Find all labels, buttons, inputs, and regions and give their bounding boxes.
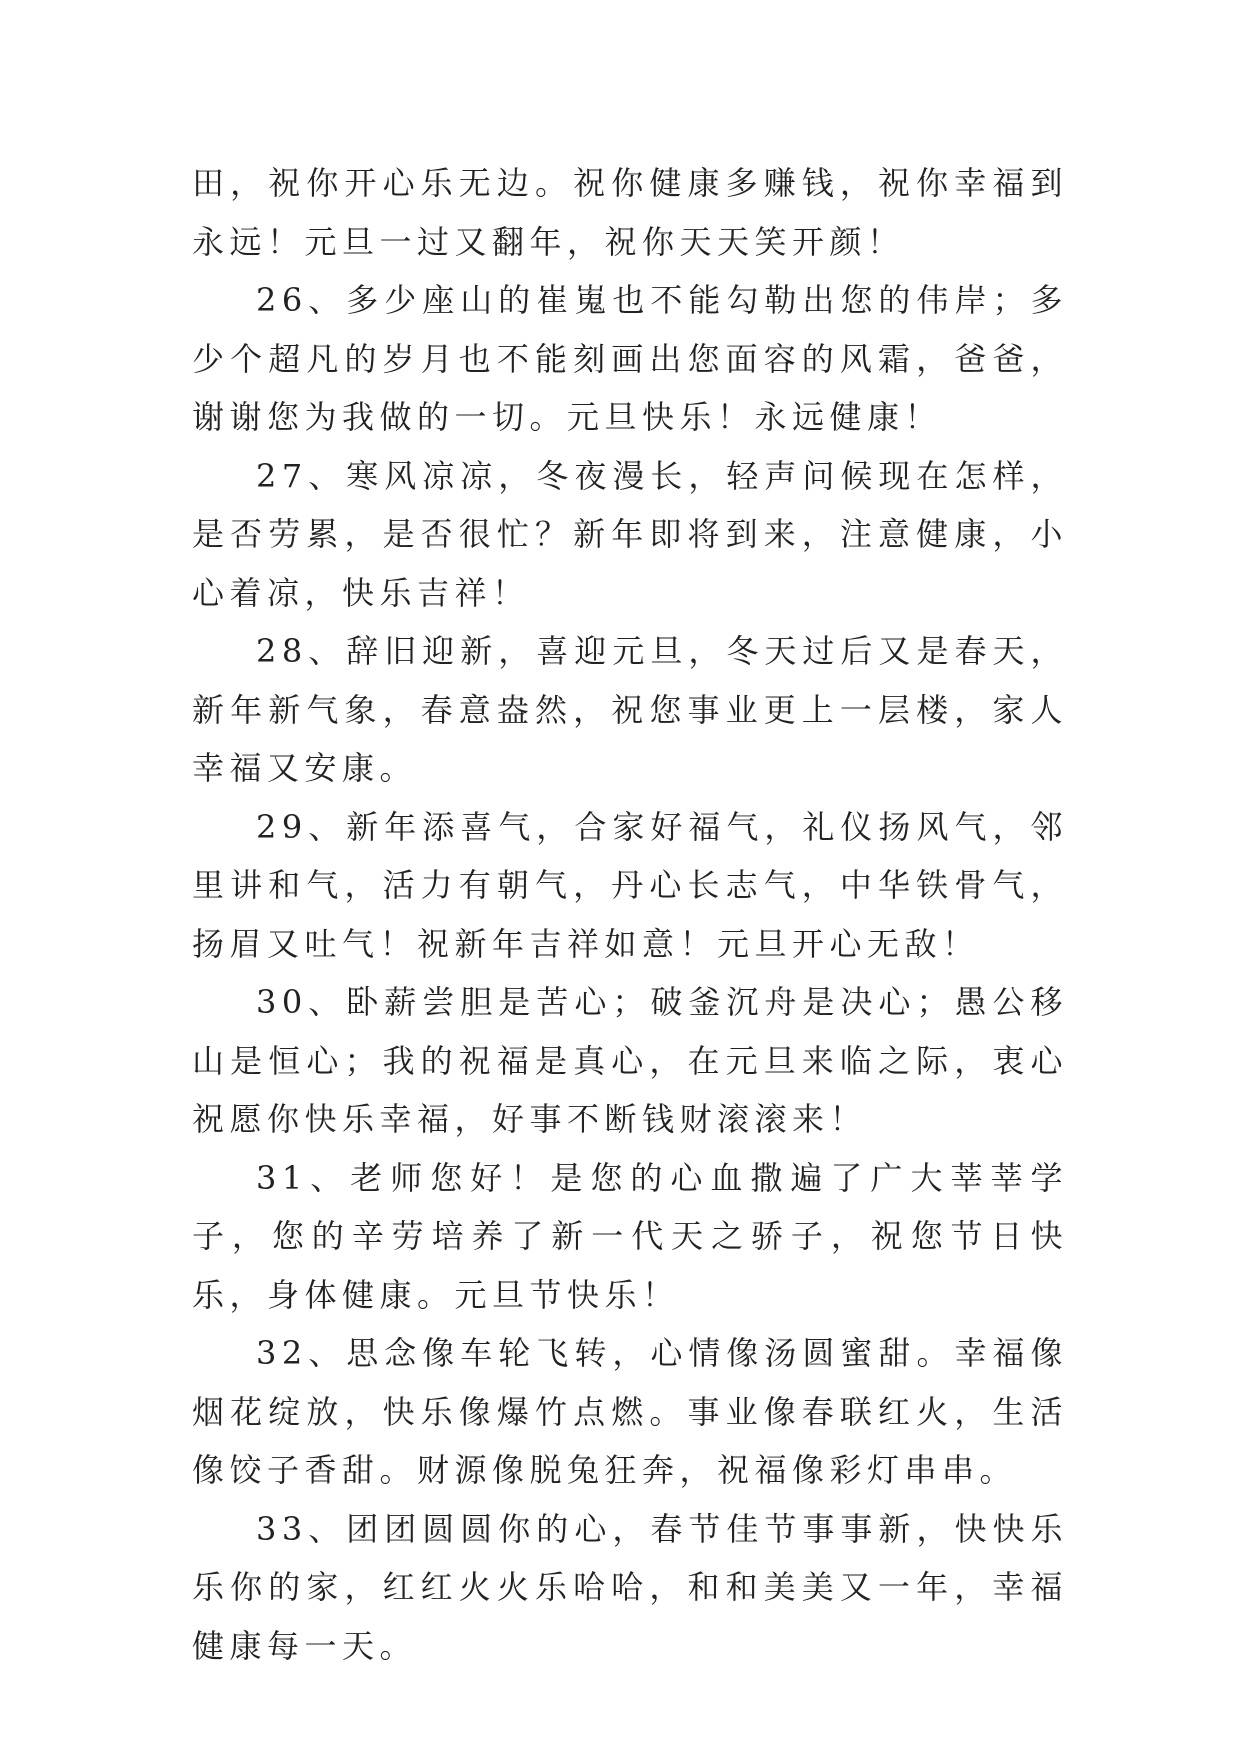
paragraph-32: 32、思念像车轮飞转，心情像汤圆蜜甜。幸福像烟花绽放，快乐像爆竹点燃。事业像春联红火，生活像饺子香甜。财源像脱兔狂奔，祝福像彩灯串串。 xyxy=(192,1334,1068,1489)
document-body xyxy=(192,154,1068,1675)
paragraph-26: 26、多少座山的崔嵬也不能勾勒出您的伟岸；多少个超凡的岁月也不能刻画出您面容的风霜，爸爸，谢谢您为我做的一切。元旦快乐！永远健康！ xyxy=(192,281,1068,436)
paragraph-33: 33、团团圆圆你的心，春节佳节事事新，快快乐乐你的家，红红火火乐哈哈，和和美美又一年，幸福健康每一天。 xyxy=(192,1509,1068,1665)
paragraph-28: 28、辞旧迎新，喜迎元旦，冬天过后又是春天，新年新气象，春意盎然，祝您事业更上一层楼，家人幸福又安康。 xyxy=(192,632,1068,787)
paragraph-31: 31、老师您好！是您的心血撒遍了广大莘莘学子，您的辛劳培养了新一代天之骄子，祝您节日快乐，身体健康。元旦节快乐！ xyxy=(192,1158,1068,1314)
paragraph-30: 30、卧薪尝胆是苦心；破釜沉舟是决心；愚公移山是恒心；我的祝福是真心，在元旦来临之际，衷心祝愿你快乐幸福，好事不断钱财滚滚来！ xyxy=(192,983,1068,1138)
paragraph-27: 27、寒风凉凉，冬夜漫长，轻声问候现在怎样，是否劳累，是否很忙？新年即将到来，注意健康，小心着凉，快乐吉祥！ xyxy=(192,456,1068,612)
paragraph-29: 29、新年添喜气，合家好福气，礼仪扬风气，邻里讲和气，活力有朝气，丹心长志气，中华铁骨气，扬眉又吐气！祝新年吉祥如意！元旦开心无敌！ xyxy=(192,807,1068,963)
paragraph-continuation: 田，祝你开心乐无边。祝你健康多赚钱，祝你幸福到永远！元旦一过又翻年，祝你天天笑开颜！ xyxy=(192,164,1068,261)
